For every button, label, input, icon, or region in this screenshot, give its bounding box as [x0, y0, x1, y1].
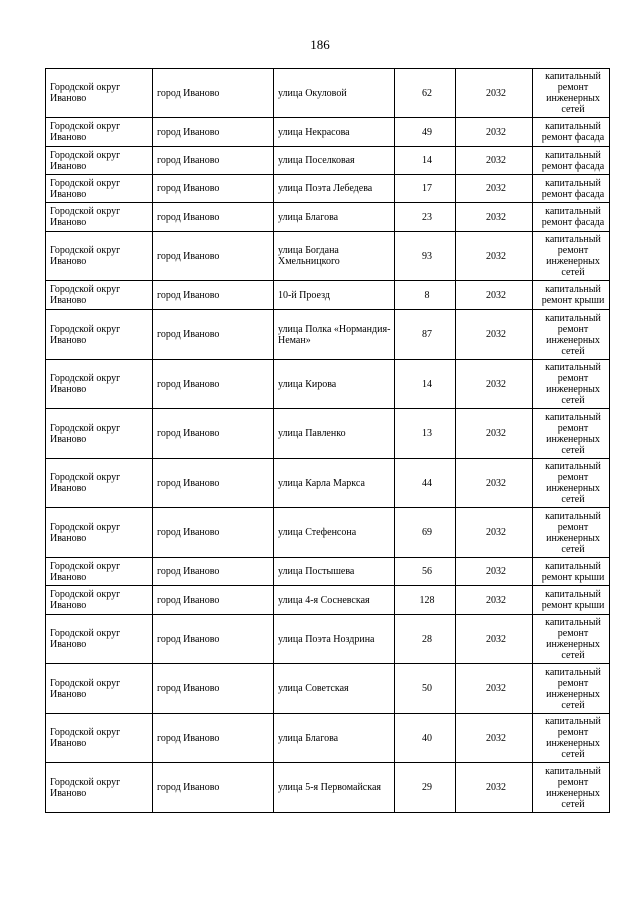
table-row — [46, 175, 610, 203]
house-number-cell: 50 — [395, 664, 456, 714]
city-cell: город Иваново — [153, 310, 274, 360]
house-number-cell: 62 — [395, 69, 456, 118]
street-cell: улица Поэта Ноздрина — [274, 615, 395, 664]
house-number-cell: 93 — [395, 232, 456, 281]
okrug-cell: Городской округ Иваново — [46, 310, 153, 360]
okrug-cell: Городской округ Иваново — [46, 281, 153, 310]
city-cell: город Иваново — [153, 203, 274, 232]
street-cell: улица 4-я Сосневская — [274, 586, 395, 615]
year-cell: 2032 — [456, 147, 533, 175]
year-cell: 2032 — [456, 232, 533, 281]
year-cell: 2032 — [456, 118, 533, 147]
okrug-cell: Городской округ Иваново — [46, 203, 153, 232]
street-cell: улица Кирова — [274, 360, 395, 409]
work-type-cell: капитальный ремонт инженерных сетей — [533, 69, 610, 118]
year-cell: 2032 — [456, 459, 533, 508]
street-cell: улица Благова — [274, 203, 395, 232]
house-number-cell: 14 — [395, 147, 456, 175]
work-type-cell: капитальный ремонт крыши — [533, 281, 610, 310]
table-row — [46, 763, 610, 813]
work-type-cell: капитальный ремонт фасада — [533, 147, 610, 175]
year-cell: 2032 — [456, 175, 533, 203]
table-row — [46, 459, 610, 508]
work-type-cell: капитальный ремонт инженерных сетей — [533, 360, 610, 409]
street-cell: улица 5-я Первомайская — [274, 763, 395, 813]
street-cell: 10-й Проезд — [274, 281, 395, 310]
okrug-cell: Городской округ Иваново — [46, 118, 153, 147]
table-row — [46, 147, 610, 175]
table-row — [46, 69, 610, 118]
city-cell: город Иваново — [153, 118, 274, 147]
year-cell: 2032 — [456, 409, 533, 459]
okrug-cell: Городской округ Иваново — [46, 459, 153, 508]
year-cell: 2032 — [456, 281, 533, 310]
year-cell: 2032 — [456, 558, 533, 586]
table-row — [46, 714, 610, 763]
street-cell: улица Советская — [274, 664, 395, 714]
table-row — [46, 118, 610, 147]
okrug-cell: Городской округ Иваново — [46, 409, 153, 459]
table-row — [46, 586, 610, 615]
okrug-cell: Городской округ Иваново — [46, 69, 153, 118]
table-row — [46, 409, 610, 459]
city-cell: город Иваново — [153, 69, 274, 118]
table-row — [46, 232, 610, 281]
work-type-cell: капитальный ремонт фасада — [533, 118, 610, 147]
table-body — [46, 69, 610, 813]
city-cell: город Иваново — [153, 147, 274, 175]
table-row — [46, 360, 610, 409]
okrug-cell: Городской округ Иваново — [46, 175, 153, 203]
city-cell: город Иваново — [153, 232, 274, 281]
work-type-cell: капитальный ремонт инженерных сетей — [533, 409, 610, 459]
year-cell: 2032 — [456, 360, 533, 409]
house-number-cell: 49 — [395, 118, 456, 147]
work-type-cell: капитальный ремонт фасада — [533, 175, 610, 203]
city-cell: город Иваново — [153, 281, 274, 310]
house-number-cell: 17 — [395, 175, 456, 203]
city-cell: город Иваново — [153, 558, 274, 586]
work-type-cell: капитальный ремонт инженерных сетей — [533, 310, 610, 360]
city-cell: город Иваново — [153, 714, 274, 763]
okrug-cell: Городской округ Иваново — [46, 360, 153, 409]
city-cell: город Иваново — [153, 360, 274, 409]
table-row — [46, 508, 610, 558]
street-cell: улица Окуловой — [274, 69, 395, 118]
street-cell: улица Поселковая — [274, 147, 395, 175]
okrug-cell: Городской округ Иваново — [46, 714, 153, 763]
okrug-cell: Городской округ Иваново — [46, 508, 153, 558]
okrug-cell: Городской округ Иваново — [46, 763, 153, 813]
house-number-cell: 13 — [395, 409, 456, 459]
year-cell: 2032 — [456, 310, 533, 360]
okrug-cell: Городской округ Иваново — [46, 664, 153, 714]
table-row — [46, 558, 610, 586]
street-cell: улица Постышева — [274, 558, 395, 586]
work-type-cell: капитальный ремонт крыши — [533, 558, 610, 586]
year-cell: 2032 — [456, 615, 533, 664]
house-number-cell: 23 — [395, 203, 456, 232]
house-number-cell: 40 — [395, 714, 456, 763]
house-number-cell: 87 — [395, 310, 456, 360]
street-cell: улица Благова — [274, 714, 395, 763]
year-cell: 2032 — [456, 69, 533, 118]
house-number-cell: 8 — [395, 281, 456, 310]
city-cell: город Иваново — [153, 615, 274, 664]
city-cell: город Иваново — [153, 409, 274, 459]
house-number-cell: 29 — [395, 763, 456, 813]
house-number-cell: 44 — [395, 459, 456, 508]
okrug-cell: Городской округ Иваново — [46, 615, 153, 664]
city-cell: город Иваново — [153, 508, 274, 558]
city-cell: город Иваново — [153, 175, 274, 203]
house-number-cell: 14 — [395, 360, 456, 409]
page-number: 186 — [310, 37, 330, 52]
work-type-cell: капитальный ремонт инженерных сетей — [533, 763, 610, 813]
okrug-cell: Городской округ Иваново — [46, 586, 153, 615]
table-row — [46, 203, 610, 232]
street-cell: улица Поэта Лебедева — [274, 175, 395, 203]
street-cell: улица Богдана Хмельницкого — [274, 232, 395, 281]
register-table — [45, 68, 610, 813]
year-cell: 2032 — [456, 714, 533, 763]
okrug-cell: Городской округ Иваново — [46, 147, 153, 175]
table-row — [46, 615, 610, 664]
year-cell: 2032 — [456, 664, 533, 714]
okrug-cell: Городской округ Иваново — [46, 232, 153, 281]
year-cell: 2032 — [456, 763, 533, 813]
work-type-cell: капитальный ремонт инженерных сетей — [533, 664, 610, 714]
work-type-cell: капитальный ремонт инженерных сетей — [533, 508, 610, 558]
house-number-cell: 128 — [395, 586, 456, 615]
work-type-cell: капитальный ремонт инженерных сетей — [533, 714, 610, 763]
house-number-cell: 28 — [395, 615, 456, 664]
city-cell: город Иваново — [153, 664, 274, 714]
street-cell: улица Некрасова — [274, 118, 395, 147]
city-cell: город Иваново — [153, 459, 274, 508]
work-type-cell: капитальный ремонт инженерных сетей — [533, 459, 610, 508]
year-cell: 2032 — [456, 508, 533, 558]
table-row — [46, 310, 610, 360]
city-cell: город Иваново — [153, 763, 274, 813]
work-type-cell: капитальный ремонт крыши — [533, 586, 610, 615]
okrug-cell: Городской округ Иваново — [46, 558, 153, 586]
street-cell: улица Стефенсона — [274, 508, 395, 558]
table-row — [46, 664, 610, 714]
work-type-cell: капитальный ремонт инженерных сетей — [533, 232, 610, 281]
year-cell: 2032 — [456, 586, 533, 615]
table-row — [46, 281, 610, 310]
work-type-cell: капитальный ремонт фасада — [533, 203, 610, 232]
house-number-cell: 69 — [395, 508, 456, 558]
street-cell: улица Карла Маркса — [274, 459, 395, 508]
city-cell: город Иваново — [153, 586, 274, 615]
street-cell: улица Полка «Нормандия-Неман» — [274, 310, 395, 360]
work-type-cell: капитальный ремонт инженерных сетей — [533, 615, 610, 664]
street-cell: улица Павленко — [274, 409, 395, 459]
house-number-cell: 56 — [395, 558, 456, 586]
year-cell: 2032 — [456, 203, 533, 232]
